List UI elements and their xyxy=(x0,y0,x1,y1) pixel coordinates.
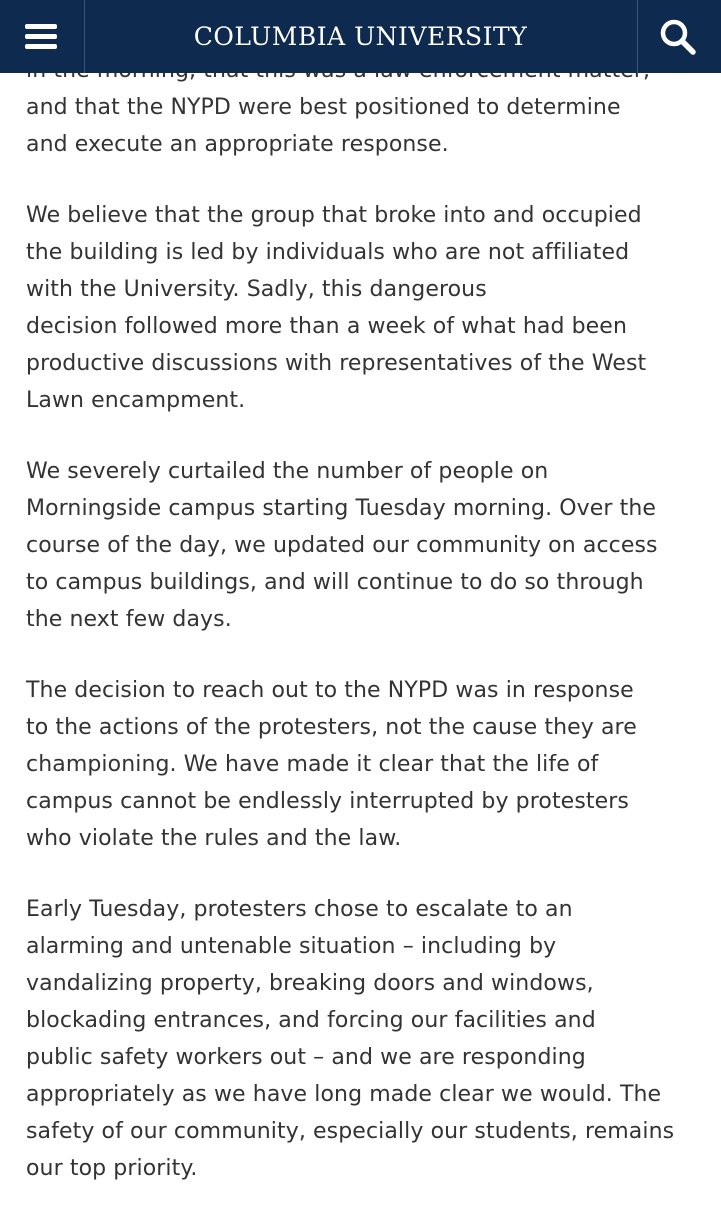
article-body xyxy=(26,52,706,1221)
paragraph-line: who violate the rules and the law. xyxy=(26,826,402,851)
paragraph-line: appropriately as we have long made clear we would. The xyxy=(26,1082,662,1107)
article-paragraph xyxy=(26,453,706,638)
paragraph-line: Early Tuesday, protesters chose to escalate to an xyxy=(26,897,573,922)
search-icon xyxy=(659,18,697,56)
paragraph-line: the next few days. xyxy=(26,607,232,632)
article-paragraph xyxy=(26,891,706,1187)
paragraph-line: our top priority. xyxy=(26,1156,198,1181)
article-paragraph xyxy=(26,197,706,419)
paragraph-line: safety of our community, especially our students, remains xyxy=(26,1119,675,1144)
search-button[interactable] xyxy=(637,0,721,73)
paragraph-line: Lawn encampment. xyxy=(26,388,246,413)
paragraph-line: course of the day, we updated our community on access xyxy=(26,533,658,558)
paragraph-line: Morningside campus starting Tuesday morning. Over the xyxy=(26,496,657,521)
paragraph-line: and execute an appropriate response. xyxy=(26,132,449,157)
paragraph-line: championing. We have made it clear that the life of xyxy=(26,752,599,777)
menu-button[interactable] xyxy=(0,0,84,73)
paragraph-line: public safety workers out – and we are responding xyxy=(26,1045,586,1070)
paragraph-line: vandalizing property, breaking doors and windows, xyxy=(26,971,594,996)
site-logo[interactable]: COLUMBIA UNIVERSITY xyxy=(193,22,528,51)
paragraph-line: the building is led by individuals who are not affiliated xyxy=(26,240,630,265)
paragraph-line: We severely curtailed the number of people on xyxy=(26,459,549,484)
paragraph-line: blockading entrances, and forcing our facilities and xyxy=(26,1008,596,1033)
paragraph-line: to campus buildings, and will continue to do so through xyxy=(26,570,644,595)
paragraph-line: campus cannot be endlessly interrupted by protesters xyxy=(26,789,629,814)
paragraph-line: We believe that the group that broke into and occupied xyxy=(26,203,642,228)
paragraph-line: The decision to reach out to the NYPD was in response xyxy=(26,678,634,703)
site-header xyxy=(0,0,721,73)
paragraph-line: and that the NYPD were best positioned to determine xyxy=(26,95,621,120)
paragraph-line: alarming and untenable situation – including by xyxy=(26,934,557,959)
paragraph-line: to the actions of the protesters, not the cause they are xyxy=(26,715,637,740)
paragraph-line: with the University. Sadly, this dangerous xyxy=(26,277,487,302)
paragraph-line: decision followed more than a week of what had been xyxy=(26,314,627,339)
article-paragraph xyxy=(26,672,706,857)
paragraph-line: productive discussions with representatives of the West xyxy=(26,351,647,376)
